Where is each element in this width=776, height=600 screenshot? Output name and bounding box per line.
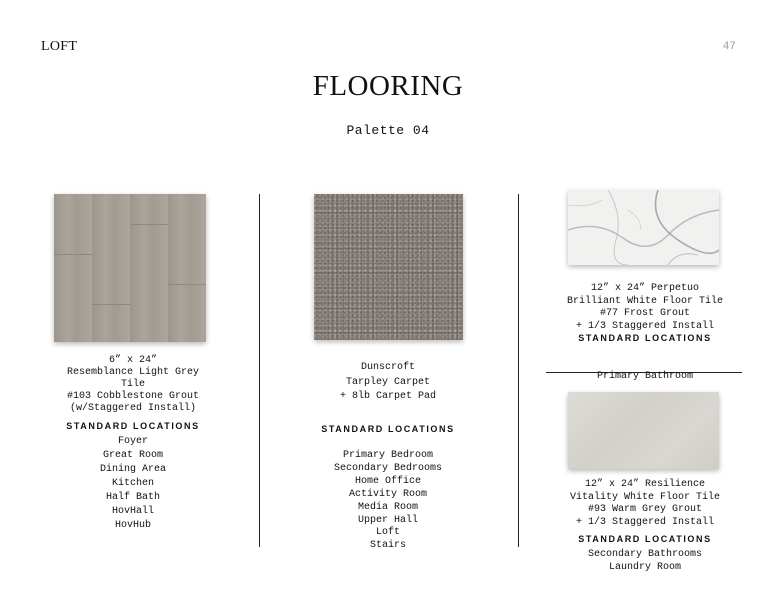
- list-item: Secondary Bathrooms: [587, 549, 703, 560]
- column-divider: [259, 194, 260, 547]
- list-item: Dining Area: [99, 464, 166, 475]
- tile-description: 6” x 24” Resemblance Light Grey Tile #103 Cobblestone Grout (w/Staggered Install): [66, 355, 200, 414]
- list-item: Stairs: [369, 540, 406, 552]
- list-item: Primary Bedroom: [342, 450, 433, 461]
- column-divider: [518, 194, 519, 547]
- page-title: FLOORING: [312, 70, 464, 102]
- list-item: Activity Room: [348, 488, 427, 500]
- carpet-description: Dunscroft Tarpley Carpet + 8lb Carpet Pad: [339, 362, 436, 402]
- list-item: Loft: [375, 527, 400, 539]
- list-item: Media Room: [357, 501, 418, 513]
- tile-description: 12” x 24” Resilience Vitality White Floor Tile #93 Warm Grey Grout + 1/3 Staggered Install: [569, 479, 721, 528]
- list-item: Upper Hall: [357, 514, 418, 526]
- locations-list: [542, 549, 748, 575]
- list-item: Secondary Bedrooms: [333, 462, 443, 474]
- standard-locations-label: STANDARD LOCATIONS: [578, 333, 712, 343]
- list-item: Primary Bathroom: [596, 371, 693, 382]
- standard-locations-label: STANDARD LOCATIONS: [578, 534, 712, 544]
- list-item: HovHub: [114, 520, 151, 531]
- wood-plank-swatch: [54, 194, 206, 342]
- list-item: Foyer: [117, 436, 148, 447]
- page-subtitle: Palette 04: [346, 123, 430, 138]
- list-item: Half Bath: [105, 492, 160, 503]
- white-marble-swatch: [568, 190, 719, 265]
- page-number: 47: [722, 41, 736, 53]
- list-item: HovHall: [111, 506, 154, 517]
- standard-locations-label: STANDARD LOCATIONS: [321, 424, 455, 434]
- locations-list: [542, 349, 748, 393]
- list-item: Laundry Room: [608, 561, 681, 573]
- locations-list: [292, 450, 484, 553]
- grey-resilience-swatch: [568, 392, 719, 469]
- brand-label: LOFT: [41, 39, 78, 54]
- marble-veining: [568, 190, 719, 265]
- list-item: Great Room: [102, 450, 163, 461]
- list-item: Kitchen: [111, 478, 154, 489]
- standard-locations-label: STANDARD LOCATIONS: [66, 421, 200, 431]
- locations-list: [40, 435, 226, 533]
- tile-description: 12” x 24” Perpetuo Brilliant White Floor Tile #77 Frost Grout + 1/3 Staggered Install: [566, 283, 724, 332]
- carpet-swatch: [314, 194, 463, 340]
- list-item: Home Office: [354, 475, 421, 487]
